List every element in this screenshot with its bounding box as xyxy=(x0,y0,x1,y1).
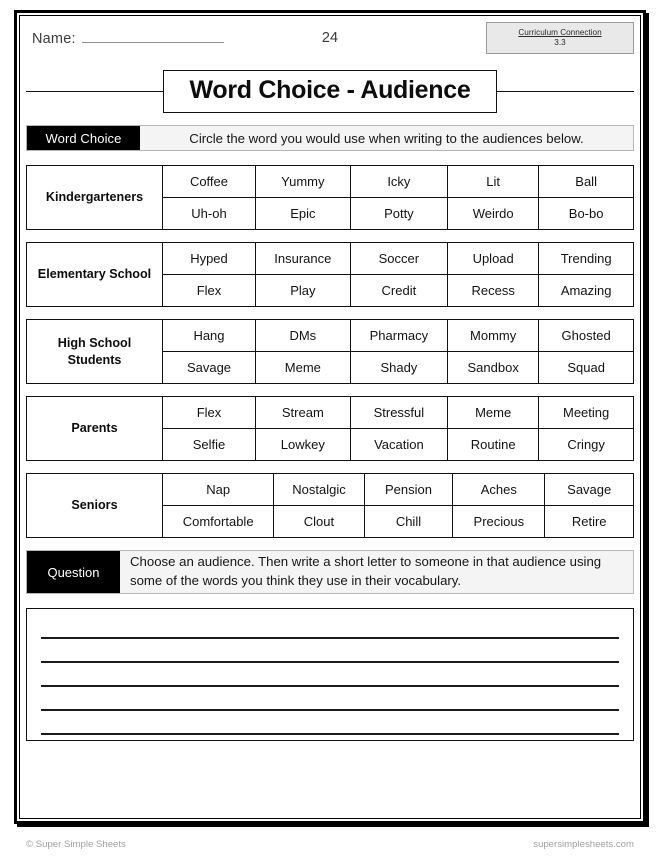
audience-label: Kindergarteners xyxy=(27,166,163,229)
audience-tables xyxy=(26,165,634,538)
writing-line[interactable] xyxy=(41,733,619,735)
word-option[interactable]: Pension xyxy=(365,474,454,505)
word-option[interactable]: Shady xyxy=(351,352,448,383)
website-text: supersimplesheets.com xyxy=(533,839,634,850)
page-footer xyxy=(26,839,634,850)
word-option[interactable]: Routine xyxy=(448,429,539,460)
page-content xyxy=(26,22,634,812)
word-option[interactable]: Recess xyxy=(448,275,539,306)
word-option[interactable]: Sandbox xyxy=(448,352,539,383)
title-section xyxy=(26,68,634,114)
writing-line[interactable] xyxy=(41,637,619,639)
word-row xyxy=(163,429,633,460)
word-option[interactable]: Retire xyxy=(571,514,607,529)
word-option[interactable]: Ball xyxy=(575,174,597,189)
audience-block-parents xyxy=(26,396,634,461)
word-option[interactable]: Chill xyxy=(365,506,454,537)
question-banner xyxy=(26,550,634,594)
word-option[interactable]: Selfie xyxy=(163,429,256,460)
word-option[interactable]: Play xyxy=(256,275,351,306)
word-grid xyxy=(163,474,633,537)
word-grid xyxy=(163,397,633,460)
word-option[interactable]: Squad xyxy=(567,360,605,375)
section-instruction: Circle the word you would use when writing to the audiences below. xyxy=(140,126,633,150)
word-row xyxy=(163,166,633,198)
word-option[interactable]: Ghosted xyxy=(561,328,611,343)
word-option[interactable]: Savage xyxy=(567,482,612,497)
word-row xyxy=(163,397,633,429)
word-row xyxy=(163,198,633,229)
word-row xyxy=(163,506,633,537)
word-option[interactable]: Cringy xyxy=(567,437,605,452)
audience-block-high-school-students xyxy=(26,319,634,384)
word-option[interactable]: Flex xyxy=(163,397,256,428)
curriculum-connection-label: Curriculum Connection xyxy=(518,27,602,37)
word-option[interactable]: Vacation xyxy=(351,429,448,460)
word-option[interactable]: Amazing xyxy=(560,283,612,298)
word-option[interactable]: Meme xyxy=(448,397,539,428)
audience-label: Seniors xyxy=(27,474,163,537)
word-row xyxy=(163,243,633,275)
word-option[interactable]: Potty xyxy=(351,198,448,229)
curriculum-connection-code: 3.3 xyxy=(554,38,566,47)
audience-label: Elementary School xyxy=(27,243,163,306)
word-row xyxy=(163,352,633,383)
word-option[interactable]: Pharmacy xyxy=(351,320,448,351)
name-label: Name: xyxy=(32,31,76,47)
word-option[interactable]: Epic xyxy=(256,198,351,229)
word-option[interactable]: Insurance xyxy=(256,243,351,274)
word-option[interactable]: DMs xyxy=(256,320,351,351)
audience-label: High School Students xyxy=(27,320,163,383)
writing-line[interactable] xyxy=(41,685,619,687)
word-option[interactable]: Stream xyxy=(256,397,351,428)
audience-block-kindergarteners xyxy=(26,165,634,230)
word-option[interactable]: Meme xyxy=(256,352,351,383)
word-option[interactable]: Hang xyxy=(163,320,256,351)
word-option[interactable]: Nostalgic xyxy=(274,474,364,505)
word-option[interactable]: Aches xyxy=(453,474,545,505)
page-header xyxy=(26,22,634,64)
word-option[interactable]: Yummy xyxy=(256,166,351,197)
word-option[interactable]: Mommy xyxy=(448,320,539,351)
writing-line[interactable] xyxy=(41,709,619,711)
word-option[interactable]: Soccer xyxy=(351,243,448,274)
word-option[interactable]: Comfortable xyxy=(163,506,274,537)
copyright-text: © Super Simple Sheets xyxy=(26,839,126,850)
word-option[interactable]: Lit xyxy=(448,166,539,197)
word-option[interactable]: Trending xyxy=(560,251,612,266)
page-number: 24 xyxy=(321,30,339,46)
word-choice-banner xyxy=(26,125,634,151)
audience-block-elementary-school xyxy=(26,242,634,307)
word-grid xyxy=(163,243,633,306)
word-option[interactable]: Hyped xyxy=(163,243,256,274)
word-option[interactable]: Stressful xyxy=(351,397,448,428)
word-option[interactable]: Credit xyxy=(351,275,448,306)
word-grid xyxy=(163,166,633,229)
title-box xyxy=(163,70,498,113)
audience-label: Parents xyxy=(27,397,163,460)
word-grid xyxy=(163,320,633,383)
audience-block-seniors xyxy=(26,473,634,538)
word-option[interactable]: Clout xyxy=(274,506,364,537)
word-row xyxy=(163,275,633,306)
word-option[interactable]: Weirdo xyxy=(448,198,539,229)
question-prompt: Choose an audience. Then write a short letter to someone in that audience using some of the words you think they use in their vocabulary. xyxy=(120,551,633,593)
word-option[interactable]: Flex xyxy=(163,275,256,306)
curriculum-connection-badge xyxy=(486,22,634,54)
word-option[interactable]: Bo-bo xyxy=(568,206,604,221)
word-option[interactable]: Upload xyxy=(448,243,539,274)
page-title: Word Choice - Audience xyxy=(189,75,471,104)
word-option[interactable]: Savage xyxy=(163,352,256,383)
answer-area[interactable] xyxy=(26,608,634,741)
section-tag-question: Question xyxy=(27,551,120,593)
word-option[interactable]: Precious xyxy=(453,506,545,537)
word-option[interactable]: Icky xyxy=(351,166,448,197)
word-row xyxy=(163,474,633,506)
writing-line[interactable] xyxy=(41,661,619,663)
word-row xyxy=(163,320,633,352)
word-option[interactable]: Uh-oh xyxy=(163,198,256,229)
section-tag-word-choice: Word Choice xyxy=(27,126,140,150)
word-option[interactable]: Lowkey xyxy=(256,429,351,460)
word-option[interactable]: Coffee xyxy=(163,166,256,197)
word-option[interactable]: Meeting xyxy=(563,405,610,420)
word-option[interactable]: Nap xyxy=(163,474,274,505)
